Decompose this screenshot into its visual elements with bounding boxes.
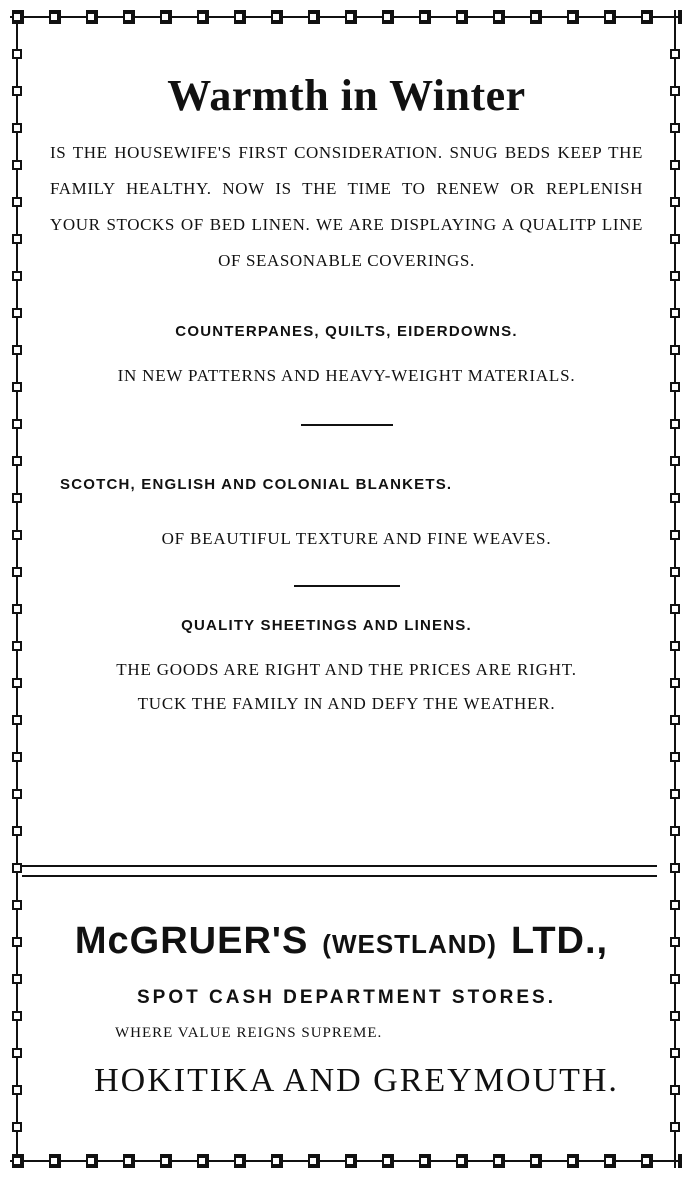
chain-link	[641, 1156, 651, 1166]
chain-link	[12, 86, 22, 96]
chain-link	[12, 900, 22, 910]
chain-link	[530, 12, 540, 22]
chain-link	[12, 641, 22, 651]
chain-link	[123, 12, 133, 22]
chain-link	[308, 12, 318, 22]
brand-middle: (WESTLAND)	[322, 929, 497, 959]
chain-link	[670, 308, 680, 318]
chain-link	[123, 1156, 133, 1166]
section-sub-weather: TUCK THE FAMILY IN AND DEFY THE WEATHER.	[137, 694, 556, 713]
chain-link	[670, 160, 680, 170]
chain-link	[271, 12, 281, 22]
chain-link	[12, 1085, 22, 1095]
chain-link	[12, 937, 22, 947]
chain-link	[12, 826, 22, 836]
chain-link	[530, 1156, 540, 1166]
chain-link	[12, 1122, 22, 1132]
divider-rule	[301, 424, 393, 426]
chain-link	[670, 1085, 680, 1095]
chain-link	[604, 12, 614, 22]
section-heading-counterpanes: COUNTERPANES, QUILTS, EIDERDOWNS.	[175, 323, 518, 340]
brand-line	[30, 920, 653, 963]
chain-link	[197, 12, 207, 22]
chain-link	[567, 12, 577, 22]
chain-link	[12, 419, 22, 429]
chain-link	[160, 12, 170, 22]
chain-link	[12, 382, 22, 392]
chain-link	[641, 12, 651, 22]
chain-link	[419, 12, 429, 22]
chain-link	[12, 49, 22, 59]
chain-link	[567, 1156, 577, 1166]
chain-link	[271, 1156, 281, 1166]
double-divider	[22, 865, 657, 877]
tagline: SPOT CASH DEPARTMENT STORES.	[137, 987, 556, 1008]
chain-link	[604, 1156, 614, 1166]
chain-link	[12, 567, 22, 577]
chain-link	[12, 604, 22, 614]
chain-link	[12, 160, 22, 170]
chain-link	[670, 900, 680, 910]
chain-link	[670, 1122, 680, 1132]
brand-name: McGRUER'S	[74, 920, 309, 962]
chain-link	[12, 456, 22, 466]
chain-link	[12, 234, 22, 244]
chain-link	[670, 456, 680, 466]
chain-link	[670, 826, 680, 836]
chain-link	[670, 1011, 680, 1021]
section-heading-sheetings: QUALITY SHEETINGS AND LINENS.	[181, 617, 472, 634]
chain-link	[670, 49, 680, 59]
chain-link	[12, 752, 22, 762]
chain-link	[493, 12, 503, 22]
chain-link	[86, 12, 96, 22]
chain-link	[308, 1156, 318, 1166]
slogan: WHERE VALUE REIGNS SUPREME.	[115, 1025, 383, 1041]
chain-link	[12, 1156, 22, 1166]
chain-link	[419, 1156, 429, 1166]
chain-link	[12, 1048, 22, 1058]
section-sub-blankets: OF BEAUTIFUL TEXTURE AND FINE WEAVES.	[161, 529, 552, 548]
chain-link	[12, 1011, 22, 1021]
chain-link	[670, 863, 680, 873]
chain-link	[345, 1156, 355, 1166]
chain-link	[12, 123, 22, 133]
chain-link	[234, 12, 244, 22]
chain-link	[670, 197, 680, 207]
chain-link	[382, 1156, 392, 1166]
chain-link	[382, 12, 392, 22]
chain-link	[12, 530, 22, 540]
chain-link	[670, 567, 680, 577]
chain-link	[670, 123, 680, 133]
section-heading-blankets: SCOTCH, ENGLISH AND COLONIAL BLANKETS.	[60, 476, 453, 493]
chain-link	[670, 604, 680, 614]
chain-link	[197, 1156, 207, 1166]
chain-link	[670, 419, 680, 429]
chain-link	[456, 12, 466, 22]
advertisement-body	[30, 60, 663, 714]
chain-link	[160, 1156, 170, 1166]
chain-link	[493, 1156, 503, 1166]
section-sub-prices: THE GOODS ARE RIGHT AND THE PRICES ARE RIGHT.	[116, 660, 577, 679]
chain-link	[670, 234, 680, 244]
chain-link	[670, 345, 680, 355]
chain-link	[670, 530, 680, 540]
chain-link	[49, 1156, 59, 1166]
chain-link	[12, 974, 22, 984]
chain-link	[12, 345, 22, 355]
chain-link	[12, 715, 22, 725]
chain-link	[12, 197, 22, 207]
chain-link	[12, 789, 22, 799]
chain-link	[234, 1156, 244, 1166]
chain-link	[670, 789, 680, 799]
chain-link	[12, 308, 22, 318]
headline: Warmth in Winter	[167, 71, 526, 120]
chain-link	[670, 715, 680, 725]
chain-link	[670, 382, 680, 392]
section-sub-counterpanes: IN NEW PATTERNS AND HEAVY-WEIGHT MATERIALS.	[117, 366, 576, 385]
chain-link	[456, 1156, 466, 1166]
chain-link	[12, 863, 22, 873]
chain-link	[12, 271, 22, 281]
chain-link	[345, 12, 355, 22]
chain-link	[86, 1156, 96, 1166]
chain-link	[670, 1048, 680, 1058]
chain-link	[12, 493, 22, 503]
brand-suffix: LTD.,	[510, 920, 609, 962]
intro-paragraph: IS THE HOUSEWIFE'S FIRST CONSIDERATION. SNUG BEDS KEEP THE FAMILY HEALTHY. NOW IS THE TIME TO RENEW OR REPLENISH YOUR STOCKS OF BED LINEN. WE ARE DISPLAYING A QUALITP LINE OF SEASONABLE COVERINGS.	[50, 143, 643, 270]
divider-rule	[294, 585, 400, 587]
chain-link	[670, 271, 680, 281]
chain-link	[49, 12, 59, 22]
chain-link	[670, 974, 680, 984]
chain-link	[670, 937, 680, 947]
chain-link	[670, 86, 680, 96]
chain-link	[12, 12, 22, 22]
towns: HOKITIKA AND GREYMOUTH.	[94, 1062, 619, 1099]
chain-link	[670, 752, 680, 762]
chain-link	[670, 678, 680, 688]
chain-link	[670, 641, 680, 651]
chain-link	[12, 678, 22, 688]
chain-link	[670, 493, 680, 503]
